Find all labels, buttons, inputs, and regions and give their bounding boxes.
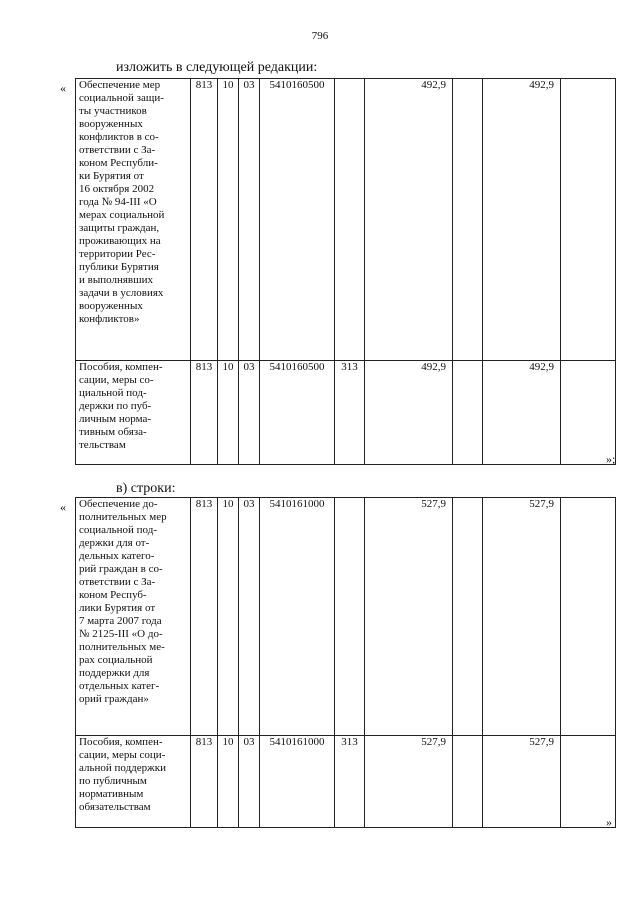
- ministry-code-cell: 813: [191, 79, 218, 361]
- amount-cell: 527,9: [365, 736, 453, 828]
- section-1-open-quote: «: [60, 81, 66, 95]
- row-name-cell: Пособия, компен- сации, меры со- циальной под- держки по пуб- личным норма- тивным обяза- тельствам: [76, 361, 191, 465]
- expense-type-cell: [335, 79, 365, 361]
- amount-cell: 492,9: [365, 361, 453, 465]
- section-1-close-quote: »;: [606, 452, 616, 466]
- expense-type-cell: [335, 498, 365, 736]
- amount-cell: [561, 498, 616, 736]
- ministry-code-cell: 813: [191, 361, 218, 465]
- target-article-cell: 5410160500: [260, 361, 335, 465]
- row-name-cell: Обеспечение до- полнительных мер социальной под- держки для от- дельных катего- рий граждан в со- ответствии с За- коном Респуб- лики Бурятия от 7 марта 2007 года № 2125-III «О до- полнительных ме- рах социальной поддержки для отдельных катег- орий граждан»: [76, 498, 191, 736]
- section-2-open-quote: «: [60, 500, 66, 514]
- amount-cell: 527,9: [483, 736, 561, 828]
- amount-cell: 527,9: [365, 498, 453, 736]
- table-row: [76, 498, 616, 736]
- subsection-code-cell: 03: [239, 361, 260, 465]
- amount-cell: 492,9: [483, 79, 561, 361]
- row-name-cell: Пособия, компен- сации, меры соци- альной поддержки по публичным нормативным обязательствам: [76, 736, 191, 828]
- amount-cell: 492,9: [483, 361, 561, 465]
- amount-cell: 492,9: [365, 79, 453, 361]
- expense-type-cell: 313: [335, 736, 365, 828]
- budget-table-2: [75, 497, 616, 828]
- amount-cell: [453, 498, 483, 736]
- amount-cell: [561, 736, 616, 828]
- subsection-code-cell: 03: [239, 498, 260, 736]
- section-code-cell: 10: [218, 361, 239, 465]
- table-row: [76, 79, 616, 361]
- subsection-code-cell: 03: [239, 736, 260, 828]
- row-name-cell: Обеспечение мер социальной защи- ты участников вооруженных конфликтов в со- ответствии с За- коном Республи- ки Бурятия от 16 октября 2002 года № 94-III «О мерах социальной защиты граждан, проживающих на территории Рес- публики Бурятия и выполнявших задачи в условиях вооруженных конфликтов»: [76, 79, 191, 361]
- target-article-cell: 5410160500: [260, 79, 335, 361]
- expense-type-cell: 313: [335, 361, 365, 465]
- section-2-heading: в) строки:: [116, 481, 176, 496]
- section-code-cell: 10: [218, 79, 239, 361]
- budget-table-1: [75, 78, 616, 465]
- target-article-cell: 5410161000: [260, 736, 335, 828]
- page-number: 796: [311, 30, 329, 42]
- table-row: [76, 361, 616, 465]
- amount-cell: [561, 79, 616, 361]
- amount-cell: 527,9: [483, 498, 561, 736]
- amount-cell: [453, 736, 483, 828]
- target-article-cell: 5410161000: [260, 498, 335, 736]
- section-code-cell: 10: [218, 736, 239, 828]
- ministry-code-cell: 813: [191, 498, 218, 736]
- table-row: [76, 736, 616, 828]
- section-code-cell: 10: [218, 498, 239, 736]
- section-1-heading: изложить в следующей редакции:: [116, 60, 318, 75]
- ministry-code-cell: 813: [191, 736, 218, 828]
- amount-cell: [453, 79, 483, 361]
- amount-cell: [561, 361, 616, 465]
- subsection-code-cell: 03: [239, 79, 260, 361]
- amount-cell: [453, 361, 483, 465]
- section-2-close-quote: »: [606, 815, 612, 829]
